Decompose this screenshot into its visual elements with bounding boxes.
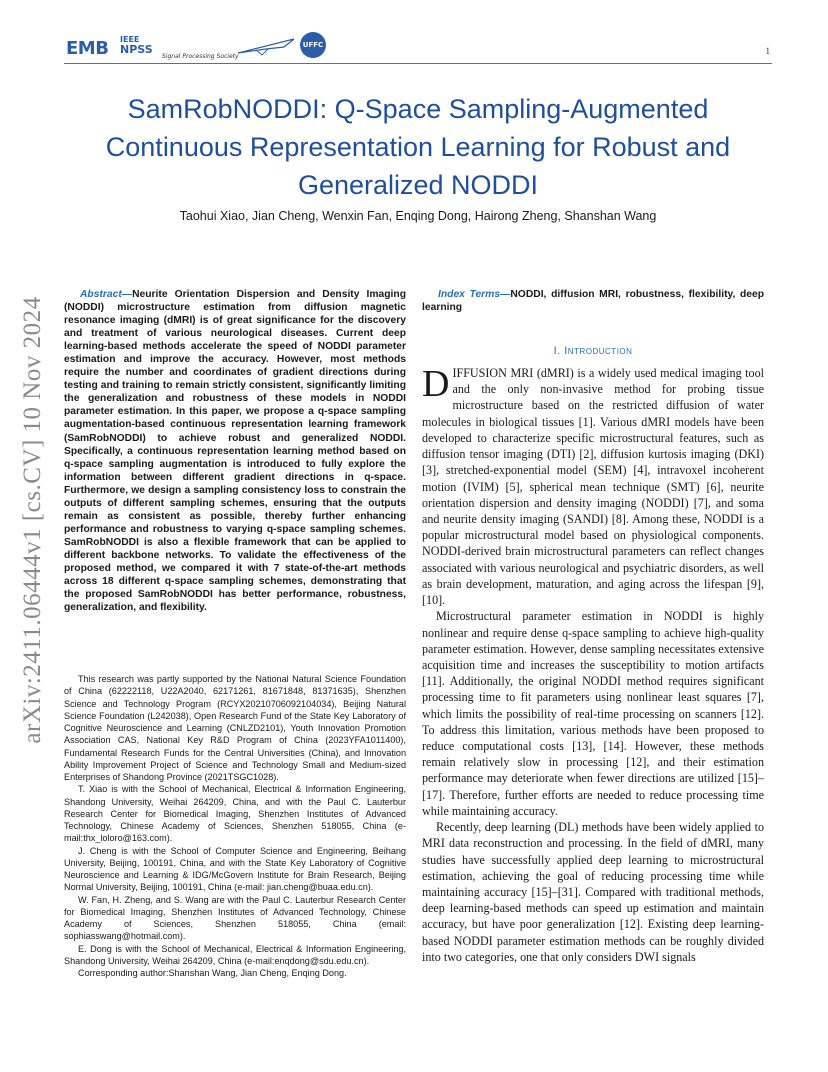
ieee-npss-logo xyxy=(120,36,153,60)
index-terms-text: NODDI, diffusion MRI, robustness, flexibility, deep learning xyxy=(422,289,764,314)
footnote-funding: This research was partly supported by the National Natural Science Foundation of China (62222118, U22A2040, 62171261, 81671848, 81371635), Shenzhen Science and Technology Program (RCYX20210706092104034), Beijing Natural Science Foundation (L242038), Open Research Fund of the State Key Laboratory of Cognitive Neuroscience and Learning (CNLZD2101), Youth Innovation Promotion Association CAS, National Key R&D Program of China (2023YFA1011400), Fundamental Research Funds for the Central Universities (China), and Innovation Ability Improvement Project of Science and Technology Small and Medium-sized Enterprises of Shandong Province (2021TSGC1028). xyxy=(64,674,406,782)
section-title: Introduction xyxy=(564,345,633,357)
index-terms-column xyxy=(422,288,764,314)
airplane-logo-icon xyxy=(236,34,296,58)
paper-title: SamRobNODDI: Q-Space Sampling-Augmented Continuous Representation Learning for Robust and Generalized NODDI xyxy=(105,94,731,200)
intro-paragraph: Microstructural parameter estimation in NODDI is highly nonlinear and require dense q-space sampling to achieve high-quality parameter estimation. However, dense sampling necessitates extensive acquisition time and increases the susceptibility to motion artifacts [11]. Additionally, the original NODDI method requires significant processing time to fit parameters using nonlinear least squares [7], which limits the possibility of real-time processing on scanners [12]. To address this limitation, various methods have been proposed to reduce computational costs [13], [14]. However, these methods remain relatively slow in processing [12], and their estimation performance may deteriorate when fewer directions are utilized [15]–[17]. Therefore, further efforts are needed to reduce processing time while maintaining accuracy. xyxy=(422,609,764,818)
author-list: Taohui Xiao, Jian Cheng, Wenxin Fan, Enqing Dong, Hairong Zheng, Shanshan Wang xyxy=(179,209,657,223)
first-word-rest: IFFUSION xyxy=(452,366,507,380)
abstract-column xyxy=(64,288,406,614)
intro-paragraph-1-text: MRI (dMRI) is a widely used medical imaging tool and the only non-invasive method for probing tissue microstructure based on the restricted diffusion of water molecules in biological tissues [1]. Various dMRI models have been developed to characterize specific microstructural features, such as diffusion tensor imaging (DTI) [2], diffusion kurtosis imaging (DKI) [3], stretched-exponential model (SEM) [4], intravoxel incoherent motion (IVIM) [5], spherical mean technique (SMT) [6], neurite orientation dispersion and density imaging (NODDI) [7], and soma and neurite density imaging (SANDI) [8]. Among these, NODDI is a popular microstructural model based on physiological components. NODDI-derived brain microstructural parameters can reflect changes associated with various neurological and psychiatric disorders, as well as brain development, maturation, and aging across the lifespan [9], [10]. xyxy=(422,366,764,608)
arxiv-stamp xyxy=(19,280,47,760)
abstract xyxy=(64,288,406,614)
footnote-affiliation: W. Fan, H. Zheng, and S. Wang are with the Paul C. Lauterbur Research Center for Biomedical Imaging, Shenzhen Institutes of Advanced Technology, Chinese Academy of Sciences, Shenzhen 518055, China (email: sophiasswang@hotmail.com). xyxy=(64,894,406,942)
abstract-text: Neurite Orientation Dispersion and Density Imaging (NODDI) microstructure estimation from diffusion magnetic resonance imaging (dMRI) is of great significance for the discovery and treatment of various neurological diseases. Current deep learning-based methods accelerate the speed of NODDI parameter estimation and improve the accuracy. However, most methods require the number and coordinates of gradient directions during testing and training to remain strictly consistent, significantly limiting the generalization and robustness of these models in NODDI parameter estimation. In this paper, we propose a q-space sampling augmentation-based continuous representation learning framework (SamRobNODDI) to achieve robust and generalized NODDI. Specifically, a continuous representation learning method based on q-space sampling augmentation is introduced to fully explore the information between different gradient directions in q-space. Furthermore, we design a sampling consistency loss to constrain the outputs of different sampling schemes, ensuring that the outputs remain as consistent as possible, thereby further enhancing performance and robustness to varying q-space sampling schemes. SamRobNODDI is also a flexible framework that can be applied to different backbone networks. To validate the effectiveness of the proposed method, we compared it with 7 state-of-the-art methods across 18 different q-space sampling schemes, demonstrating that the proposed SamRobNODDI has better performance, robustness, generalization, and flexibility. xyxy=(64,289,406,614)
intro-paragraph: Recently, deep learning (DL) methods have been widely applied to MRI data reconstruction and processing. In the field of dMRI, many studies have successfully applied deep learning to microstructural estimation, achieving the goal of reducing processing time while maintaining accuracy [15]–[31]. Compared with traditional methods, deep learning-based methods can speed up estimation and maintain accuracy, but have poor generalization [12]. Existing deep learning-based NODDI parameter estimation methods can be roughly divided into two categories, one that only considers DWI signals xyxy=(422,820,764,964)
intro-paragraph xyxy=(422,365,764,608)
arxiv-id: arXiv:2411.06444v1 [cs.CV] 10 Nov 2024 xyxy=(19,296,46,744)
signal-processing-society-logo: Signal Processing Society xyxy=(162,52,239,60)
footnote-affiliation: T. Xiao is with the School of Mechanical, Electrical & Information Engineering, Shandong University, Weihai 264209, China, and with the Paul C. Lauterbur Research Center for Biomedical Imaging, Shenzhen Institutes of Advanced Technology, Chinese Academy of Sciences, Shenzhen 518055, China (e-mail:thx_loloro@163.com). xyxy=(64,784,406,844)
journal-header xyxy=(64,32,772,64)
footnote-affiliation: J. Cheng is with the School of Computer Science and Engineering, Beihang University, Beijing, 100191, China, and with the State Key Laboratory of Cognitive Neuroscience and Learning & IDG/McGovern Institute for Brain Research, Beijing Normal University, Beijing, 100191, China (e-mail: jian.cheng@buaa.edu.cn). xyxy=(64,845,406,893)
npss-logo-text: NPSS xyxy=(120,43,153,56)
section-heading xyxy=(422,345,764,357)
page-number: 1 xyxy=(765,46,770,56)
uffc-logo: UFFC xyxy=(300,32,326,58)
ieee-logo-text: IEEE xyxy=(120,35,140,44)
abstract-lead: Abstract— xyxy=(80,289,133,300)
footnote-affiliation: E. Dong is with the School of Mechanical, Electrical & Information Engineering, Shandong University, Weihai 264209, China (e-mail:enqdong@sdu.edu.cn). xyxy=(64,943,406,966)
footnotes xyxy=(64,673,406,979)
index-terms-lead: Index Terms— xyxy=(438,289,511,300)
section-number: I. xyxy=(553,345,561,357)
index-terms xyxy=(422,288,764,314)
header-rule xyxy=(64,63,772,64)
footnote-corresponding-author: Corresponding author:Shanshan Wang, Jian Cheng, Enqing Dong. xyxy=(78,968,347,978)
introduction-body xyxy=(422,365,764,965)
drop-cap: D xyxy=(422,363,450,405)
emb-logo: EMB xyxy=(66,37,109,59)
